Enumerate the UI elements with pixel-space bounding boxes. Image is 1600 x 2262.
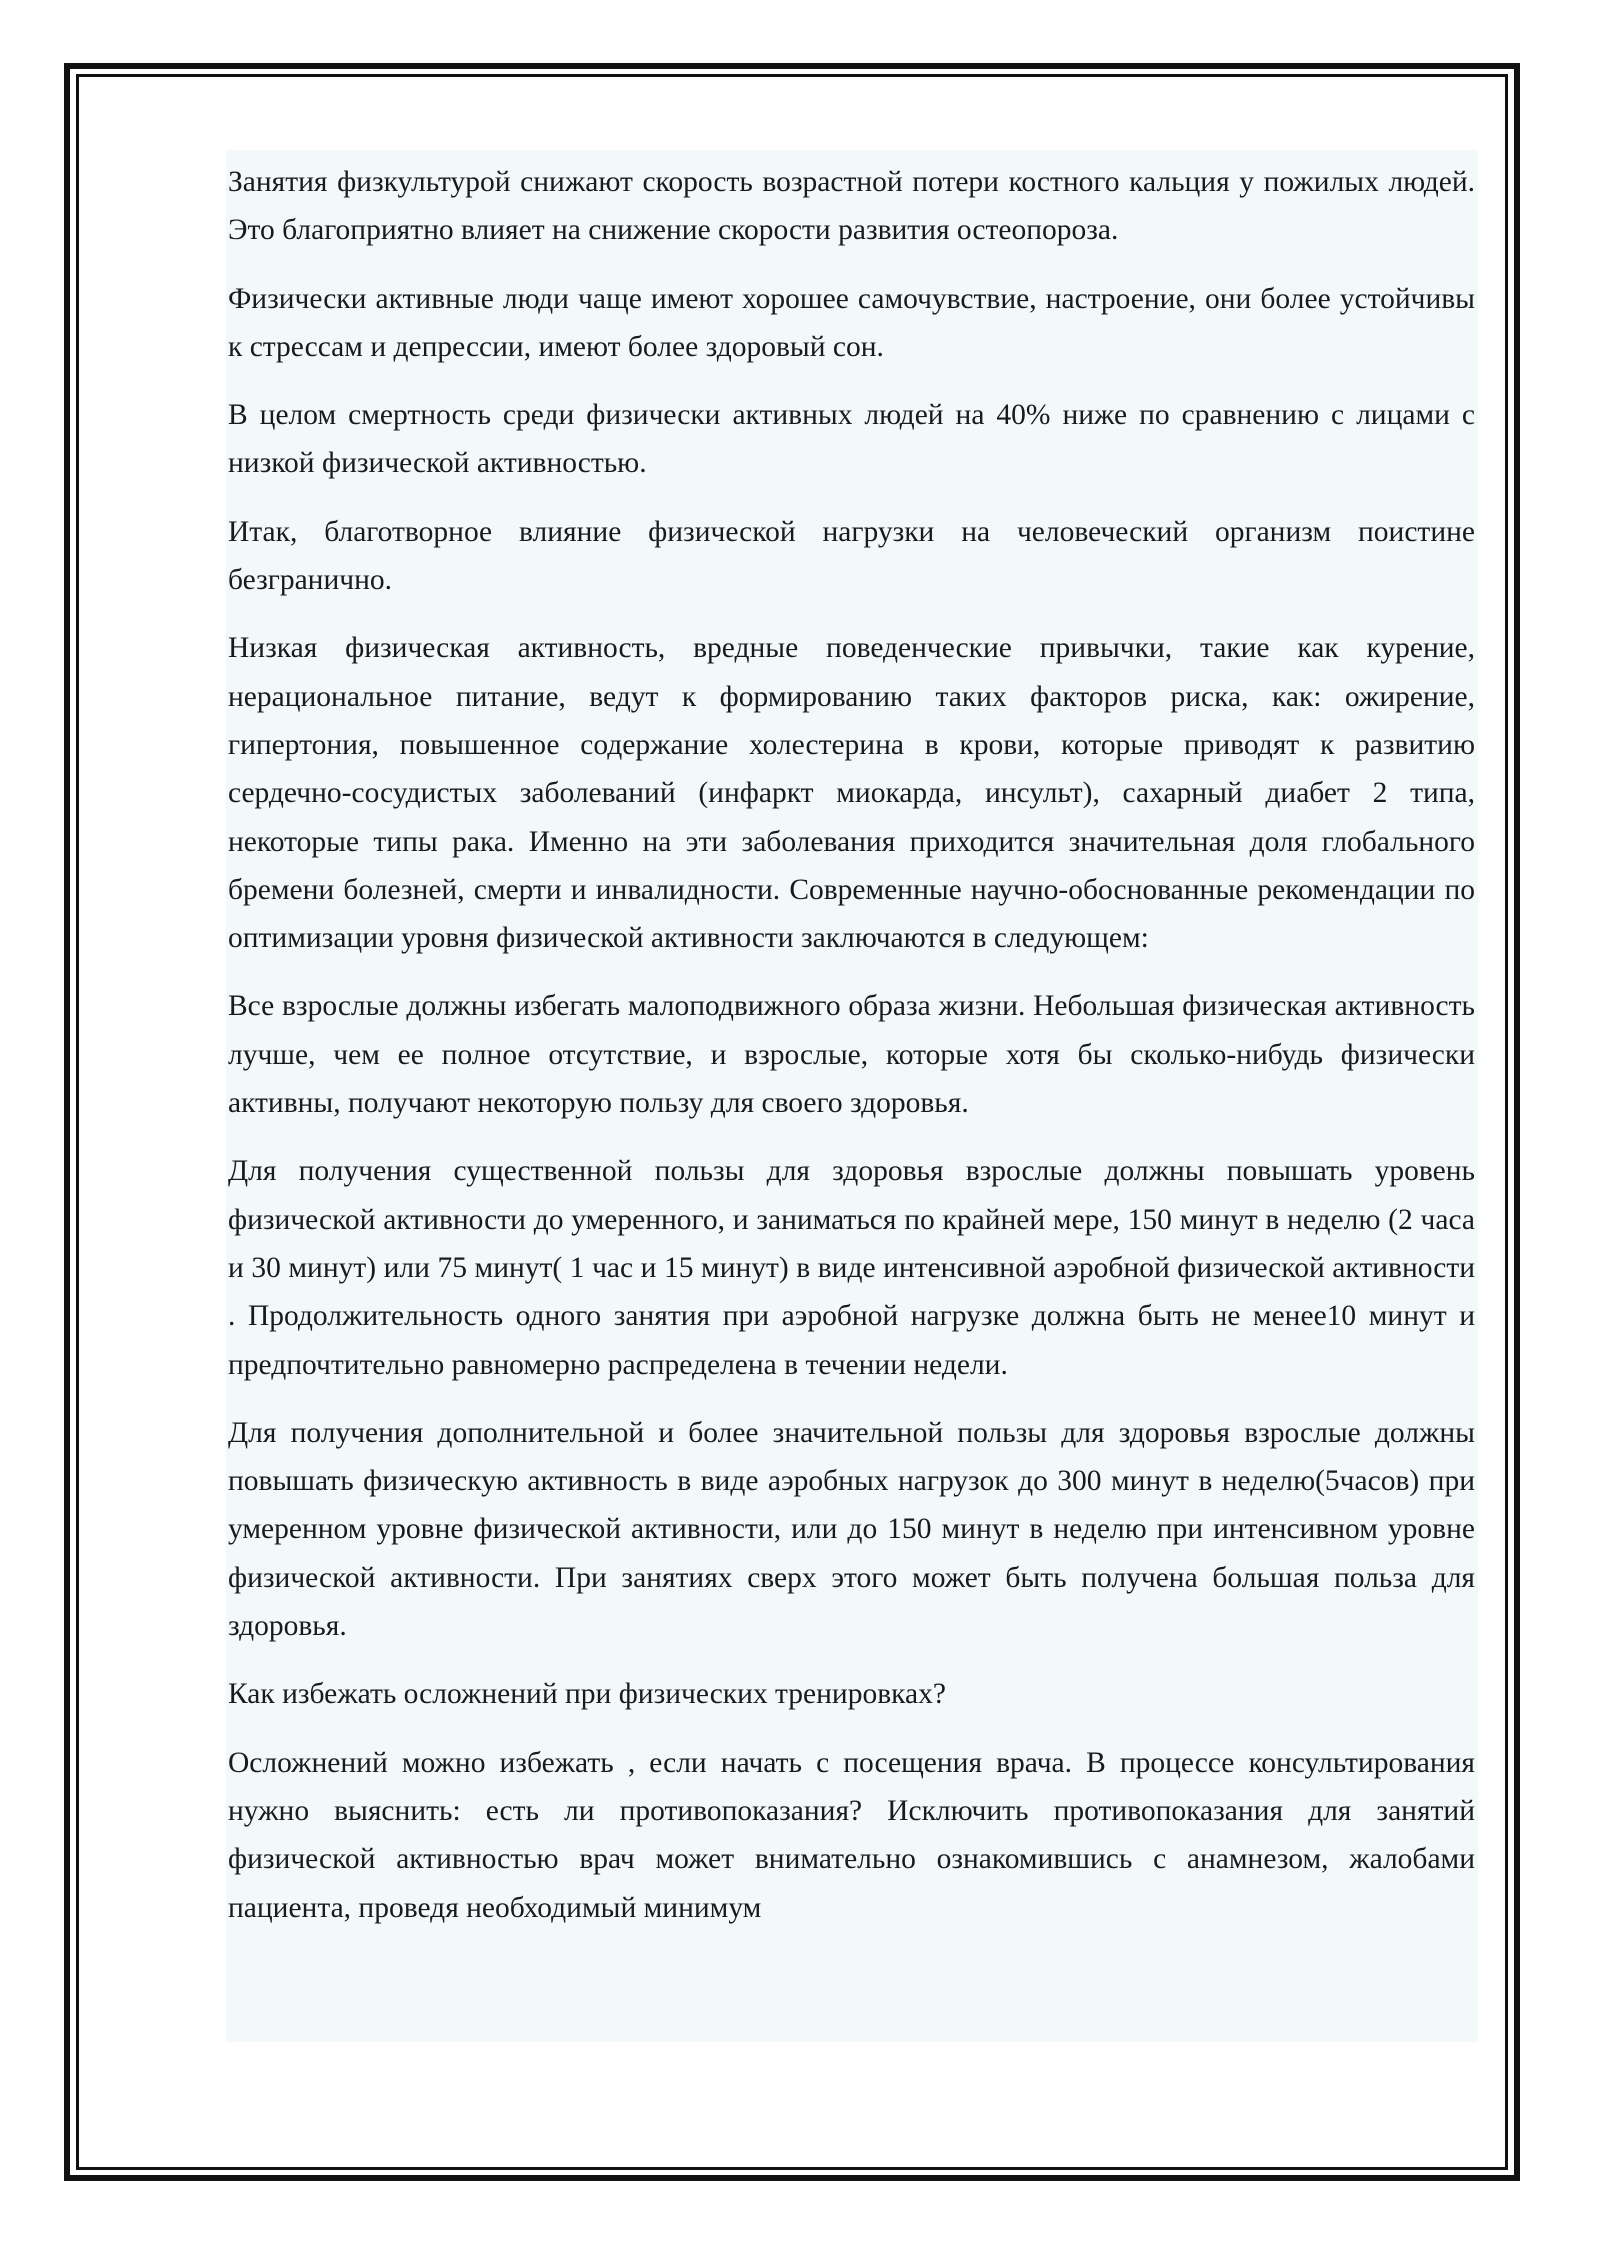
paragraph-moderate-activity: Для получения существенной пользы для здоровья взрослые должны повышать уровень физической активности до умеренного, и заниматься по крайней мере, 150 минут в неделю (2 часа и 30 минут) или 75 минут( 1 час и 15 минут) в виде интенсивной аэробной физической активности . Продолжительность одного занятия при аэробной нагрузке должна быть не менее10 минут и предпочтительно равномерно распределена в течении недели. — [228, 1155, 1475, 1381]
paragraph-additional-benefit: Для получения дополнительной и более значительной пользы для здоровья взрослые должны повышать физическую активность в виде аэробных нагрузок до 300 минут в неделю(5часов) при умеренном уровне физической активности, или до 150 минут в неделю при интенсивном уровне физической активности. При занятиях сверх этого может быть получена большая польза для здоровья. — [228, 1416, 1475, 1643]
paragraph-wellbeing: Физически активные люди чаще имеют хорошее самочувствие, настроение, они более устойчивы к стрессам и депрессии, имеют более здоровый сон. — [228, 282, 1475, 363]
paragraph-bone-calcium: Занятия физкультурой снижают скорость возрастной потери костного кальция у пожилых людей. Это благоприятно влияет на снижение скорости развития остеопороза. — [228, 166, 1475, 247]
paragraph-mortality: В целом смертность среди физически активных людей на 40% ниже по сравнению с лицами с низкой физической активностью. — [228, 399, 1475, 480]
paragraph-doctor-visit: Осложнений можно избежать , если начать с посещения врача. В процессе консультирования нужно выяснить: есть ли противопоказания? Исключить противопоказания для занятий физической активностью врач может внимательно ознакомившись с анамнезом, жалобами пациента, проведя необходимый минимум — [228, 1746, 1475, 1924]
paragraph-conclusion: Итак, благотворное влияние физической нагрузки на человеческий организм поистине безгранично. — [228, 515, 1475, 597]
document-body — [228, 158, 1475, 1952]
paragraph-avoid-sedentary: Все взрослые должны избегать малоподвижного образа жизни. Небольшая физическая активность лучше, чем ее полное отсутствие, и взрослые, которые хотя бы сколько-нибудь физически активны, получают некоторую пользу для своего здоровья. — [228, 990, 1475, 1120]
paragraph-risk-factors: Низкая физическая активность, вредные поведенческие привычки, такие как курение, нерациональное питание, ведут к формированию таких факторов риска, как: ожирение, гипертония, повышенное содержание холестерина в крови, которые приводят к развитию сердечно-сосудистых заболеваний (инфаркт миокарда, инсульт), сахарный диабет 2 типа, некоторые типы рака. Именно на эти заболевания приходится значительная доля глобального бремени болезней, смерти и инвалидности. Современные научно-обоснованные рекомендации по оптимизации уровня физической активности заключаются в следующем: — [228, 632, 1475, 955]
question-heading: Как избежать осложнений при физических тренировках? — [228, 1678, 946, 1711]
